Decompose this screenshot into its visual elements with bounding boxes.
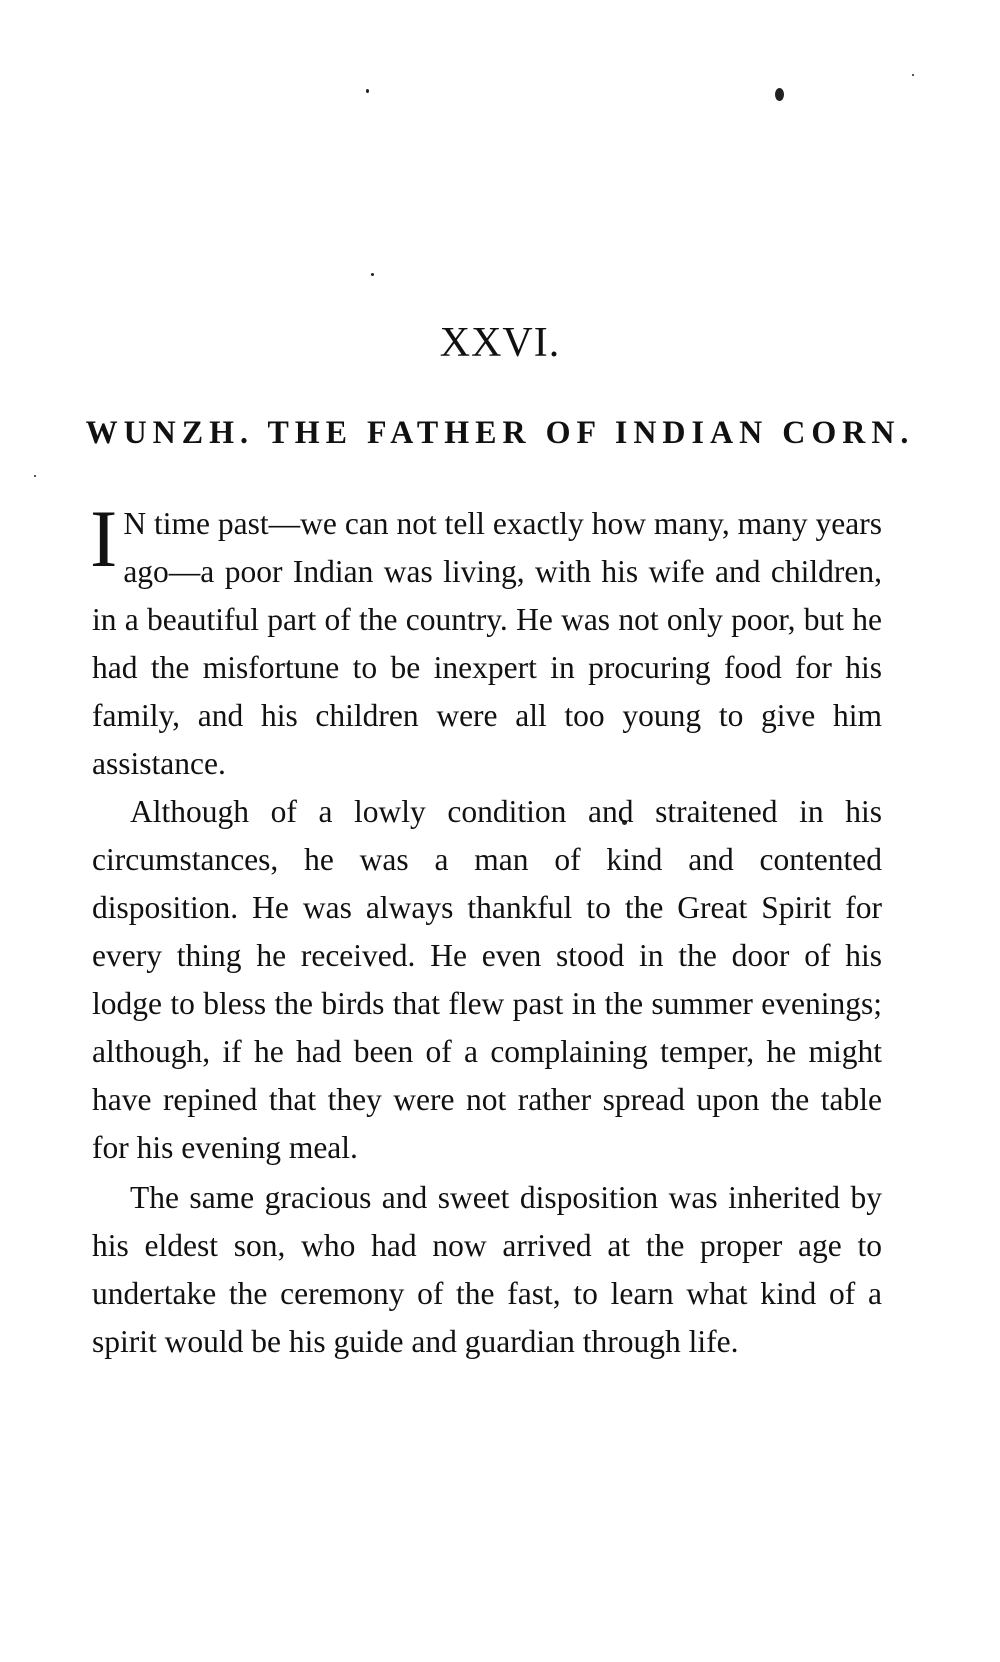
chapter-title: WUNZH. THE FATHER OF INDIAN CORN. — [85, 413, 915, 451]
drop-cap: I — [90, 493, 118, 584]
drop-cap-lead: N — [123, 506, 147, 541]
scan-speck — [366, 89, 369, 93]
scan-speck — [371, 273, 374, 276]
paragraph-text: Although of a lowly condition and straitened in his circumstances, he was a man of kind and contented disposition. He was always thankful to the Great Spirit for every thing he received. He even stood in the door of his lodge to bless the birds that flew past in the summer evenings; although, if he had been of a complaining temper, he might have repined that they were not rather spread upon the table for his evening meal. — [92, 794, 882, 1165]
paragraph-text: The same gracious and sweet disposition was inherited by his eldest son, who had now arrived at the proper age to undertake the ceremony of the fast, to learn what kind of a spirit would be his guide and guardian through life. — [92, 1180, 882, 1359]
paragraph — [92, 788, 882, 1172]
chapter-body — [90, 493, 882, 1366]
scan-speck — [912, 74, 914, 76]
chapter-number: XXVI. — [439, 320, 561, 366]
paragraph-text: time past—we can not tell exactly how many, many years ago—a poor Indian was living, with his wife and children, in a beautiful part of the country. He was not only poor, but he had the misfortune to be inexpert in procuring food for his family, and his children were all too young to give him assistance. — [92, 506, 882, 781]
paragraph — [92, 1174, 882, 1366]
scan-speck — [34, 475, 36, 477]
scan-speck — [775, 88, 784, 101]
paragraph — [90, 493, 882, 788]
